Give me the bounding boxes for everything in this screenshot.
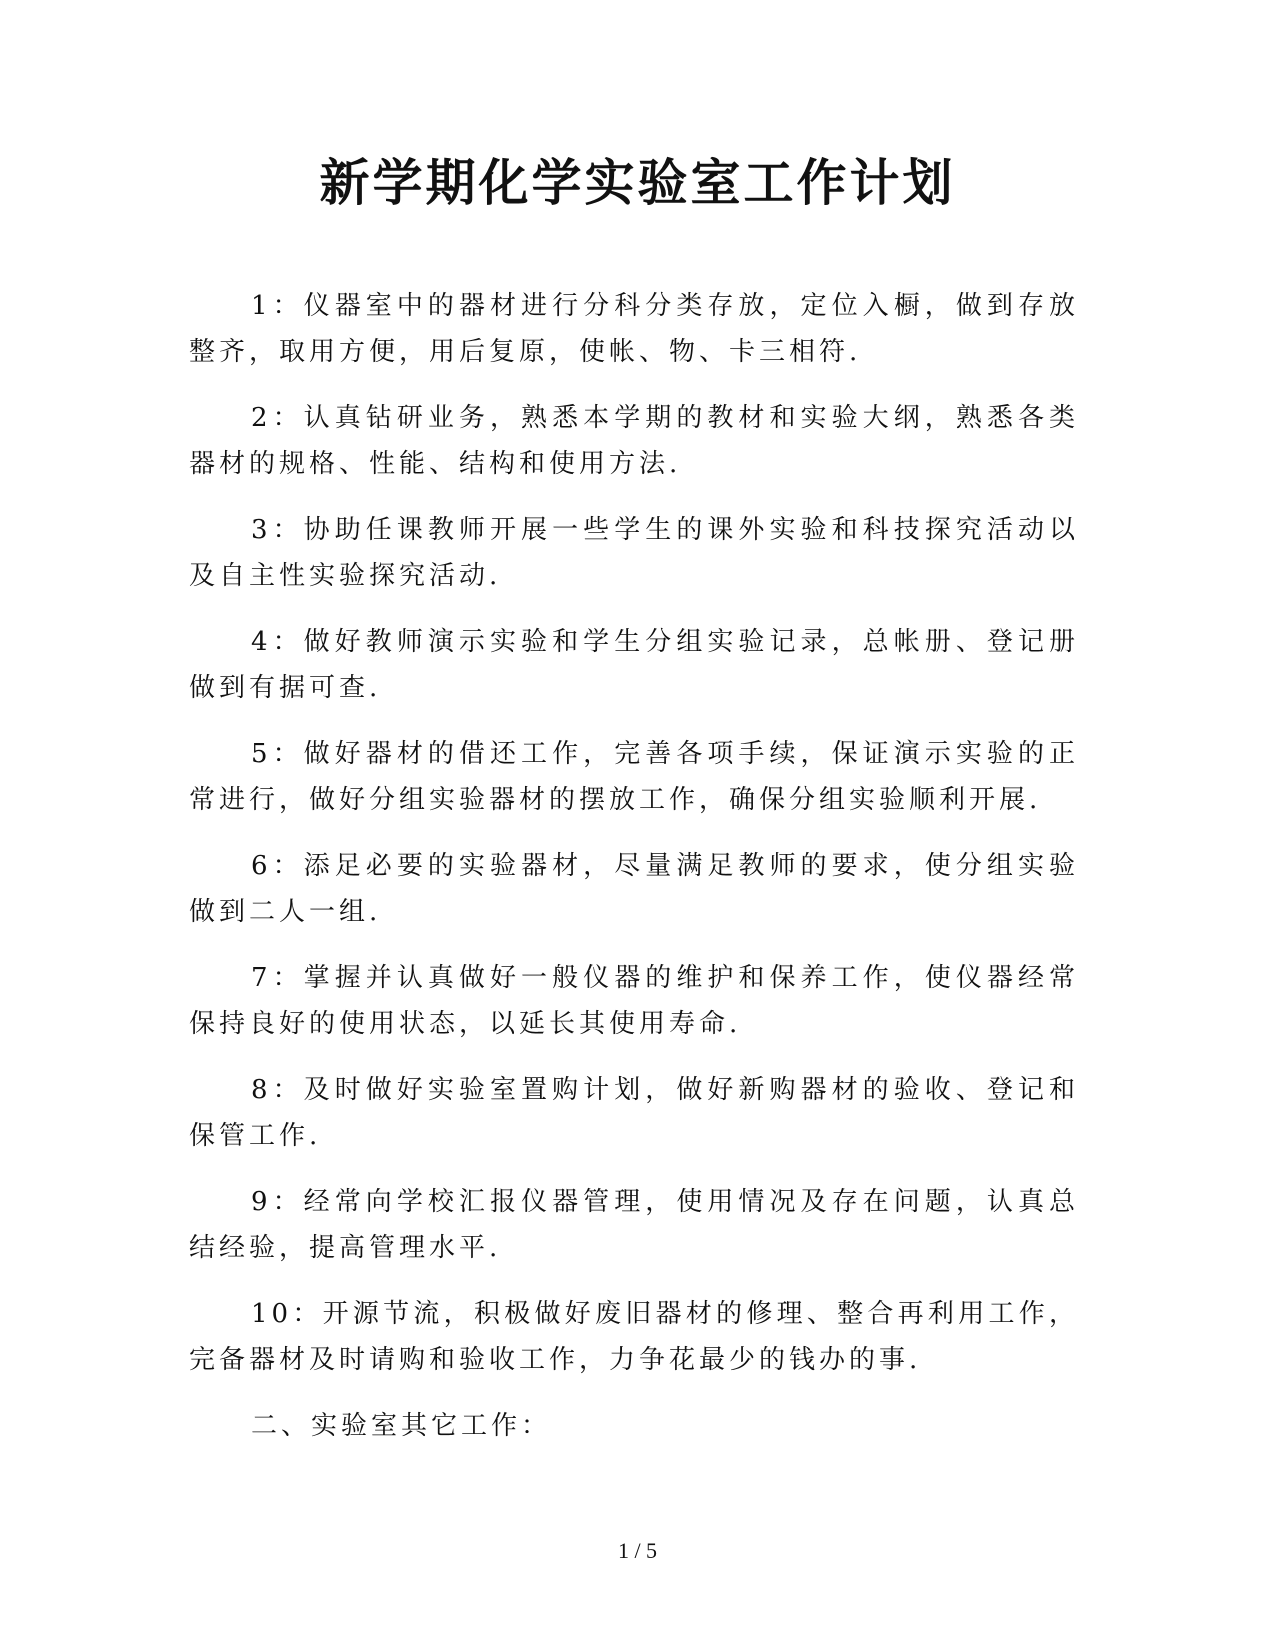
page-number: 1 / 5 bbox=[617, 1538, 658, 1563]
document-body bbox=[189, 283, 1079, 1469]
paragraph-item-5: 5：做好器材的借还工作，完善各项手续，保证演示实验的正常进行，做好分组实验器材的摆放工作，确保分组实验顺利开展. bbox=[189, 739, 1079, 815]
paragraph-item-7: 7：掌握并认真做好一般仪器的维护和保养工作，使仪器经常保持良好的使用状态，以延长其使用寿命. bbox=[189, 963, 1079, 1039]
paragraph-item-2: 2：认真钻研业务，熟悉本学期的教材和实验大纲，熟悉各类器材的规格、性能、结构和使用方法. bbox=[189, 403, 1079, 479]
section-heading: 二、实验室其它工作： bbox=[251, 1411, 552, 1441]
paragraph-item-4: 4：做好教师演示实验和学生分组实验记录，总帐册、登记册做到有据可查. bbox=[189, 627, 1079, 703]
paragraph-item-9: 9：经常向学校汇报仪器管理，使用情况及存在问题，认真总结经验，提高管理水平. bbox=[189, 1187, 1079, 1263]
paragraph-item-3: 3：协助任课教师开展一些学生的课外实验和科技探究活动以及自主性实验探究活动. bbox=[189, 515, 1079, 591]
paragraph-item-8: 8：及时做好实验室置购计划，做好新购器材的验收、登记和保管工作. bbox=[189, 1075, 1079, 1151]
paragraph-item-1: 1：仪器室中的器材进行分科分类存放，定位入橱，做到存放整齐，取用方便，用后复原，使帐、物、卡三相符. bbox=[189, 291, 1079, 367]
paragraph-item-6: 6：添足必要的实验器材，尽量满足教师的要求，使分组实验做到二人一组. bbox=[189, 851, 1079, 927]
paragraph-item-10: 10：开源节流，积极做好废旧器材的修理、整合再利用工作，完备器材及时请购和验收工作，力争花最少的钱办的事. bbox=[189, 1299, 1079, 1375]
page-title: 新学期化学实验室工作计划 bbox=[319, 154, 956, 212]
